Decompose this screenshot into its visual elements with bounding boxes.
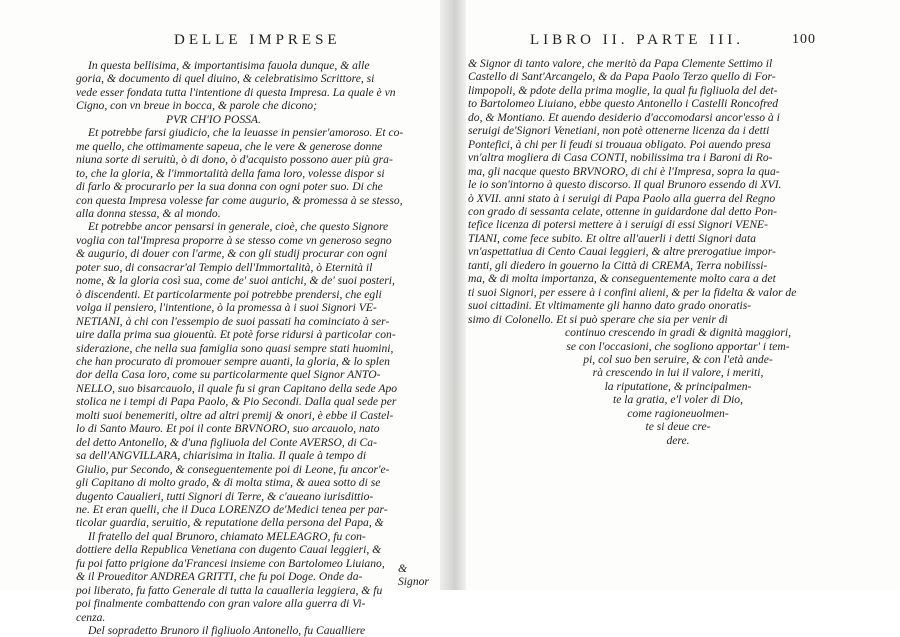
text-line: dere.	[666, 433, 690, 447]
text-line: cenza.	[76, 610, 106, 624]
text-line: lo di Santo Mauro. Et poi il conte BRVNORO, suo arcauolo, nato	[76, 422, 380, 436]
text-line: se con l'occasioni, che sogliono apportar' i tem-	[566, 339, 790, 353]
text-line: dugento Caualieri, tutti Signori di Terre, & c'aueano iurisdittio-	[76, 489, 374, 503]
text-line: suoi cittadini. Et vltimamente gli hanno dato grado onoratis-	[468, 299, 752, 313]
text-line: alla donna stessa, & al mondo.	[76, 206, 221, 220]
text-line: Giulio, pur Secondo, & conseguentemente poi di Leone, fu ancor'e-	[76, 462, 390, 476]
text-line: ma, & di molta importanza, & conseguentemente molto cara a det	[468, 272, 776, 286]
text-line: con grado di sessanta celate, ottenne in guidardone dal detto Pon-	[468, 204, 778, 218]
text-line: dor della Casa loro, come su particolarmente quel Signor ANTO-	[76, 368, 381, 382]
text-line: continuo crescendo in gradi & dignità maggiori,	[565, 326, 791, 340]
text-line: to Bartolomeo Liuiano, ebbe questo Antonello i Castelli Roncofred	[468, 97, 779, 111]
text-line: niuna sorte di seruitù, ò di dono, ò d'acquisto possono auer più gra-	[76, 153, 393, 167]
text-line: ma, gli nacque questo BRVNORO, di chi è l'Impresa, sopra la qua-	[468, 164, 780, 178]
text-line: fu poi fatto prigione da'Francesi insieme con Bartolomeo Liuiano,	[76, 556, 385, 570]
text-line: ò discendenti. Et particolarmente poi potrebbe prendersi, che egli	[76, 287, 382, 301]
text-line: la riputatione, & principalmen-	[604, 379, 752, 393]
left-catchword: & Signor	[398, 562, 429, 588]
text-line: con questa Impresa volesse far come augurio, & promessa à se stesso,	[76, 193, 403, 207]
text-line: to, che la gloria, & l'immortalità della fama loro, volesse dispor si	[76, 166, 385, 180]
text-line: te si deue cre-	[645, 420, 711, 434]
text-line: dottiere della Republica Venetiana con dugento Cauai leggieri, &	[76, 543, 382, 557]
text-line: vn'altra mogliera di Casa CONTI, nobilissima tra i Baroni di Ro-	[468, 151, 773, 165]
tapered-conclusion	[468, 326, 888, 447]
text-line: tefice licenza di potersi mettere à i seruigi di essi Signori VENE-	[468, 218, 768, 232]
text-line: di farlo & procurarlo per la sua donna con ogni poter suo. Di che	[76, 180, 383, 194]
text-line: pi, col suo ben seruire, & con l'età ande-	[583, 352, 773, 366]
text-line: le io son'intorno à questo discorso. Il qual Brunoro essendo di XVI.	[468, 178, 782, 192]
text-line: ti suoi Signori, per essere à i confini alieni, & per la fidelta & valor de	[468, 285, 797, 299]
text-line: & Signor di tanto valore, che meritò da Papa Clemente Settimo il	[468, 57, 773, 70]
text-line: do, & Montiano. Et auendo desiderio d'accomodarsi ancor'esso à i	[468, 110, 780, 124]
text-line: sa dell'ANGVILLARA, chiarisima in Italia. Il quale à tempo di	[76, 449, 367, 463]
text-line: NELLO, suo bisarcauolo, il quale fu si gran Capitano della sede Apo	[76, 381, 398, 395]
text-line: ne. Et eran quelli, che il Duca LORENZO de'Medici tenea per par-	[76, 502, 388, 516]
text-line: Il fratello del qual Brunoro, chiamato MELEAGRO, fu con-	[88, 529, 366, 543]
book-gutter	[440, 0, 466, 590]
text-line: me quello, che ottimamente sapeua, che le vere & generose donne	[76, 139, 383, 153]
text-line: voglia con tal'Impresa proporre à se stesso come vn generoso segno	[76, 233, 392, 247]
text-line: del detto Antonello, & d'una figliuola del Conte AVERSO, di Ca-	[76, 435, 377, 449]
text-line: ò XVII. anni stato à i seruigi di Papa Paolo alla guerra del Regno	[468, 191, 776, 205]
left-running-head-title: DELLE IMPRESE	[174, 32, 341, 48]
text-line: come ragioneuolmen-	[627, 406, 729, 420]
text-line: tanti, gli diedero in gouerno la Città di CREMA, Terra nobilissi-	[468, 258, 768, 272]
text-line: Et potrebbe farsi giudicio, che la leuasse in pensier'amoroso. Et co-	[88, 126, 404, 140]
text-line: stolica ne i tempi di Papa Paolo, & Pio Secondi. Dalla qual sede per	[76, 395, 397, 409]
text-line: ticolar guardia, seruitio, & reputatione della persona del Papa, &	[76, 516, 384, 530]
text-line: Et potrebbe ancor pensarsi in generale, cioè, che questo Signore	[88, 220, 389, 234]
text-line: Pontefici, à chi per li feudi si trouaua obligato. Poi auendo presa	[468, 137, 771, 151]
text-line: rà crescendo in lui il valore, i meriti,	[592, 366, 764, 380]
text-line: Cigno, con vn breue in bocca, & parole che dicono;	[76, 99, 317, 113]
text-line: te la gratia, e'l voler di Dio,	[613, 393, 743, 407]
right-running-head-title: LIBRO II. PARTE III.	[530, 32, 744, 48]
text-line: Castello di Sant'Arcangelo, & da Papa Paolo Terzo quello di For-	[468, 70, 776, 84]
text-line: limpopoli, & pdote della prima moglie, la qual fu figliuola del det-	[468, 83, 778, 97]
text-line: seruigi de'Signori Venetiani, non potè ottenerne licenza da i detti	[468, 124, 770, 138]
text-line: poi finalmente combattendo con gran valore alla guerra di Vi-	[76, 597, 366, 611]
text-line: Del sopradetto Brunoro il figliuolo Antonello, fu Caualliere	[88, 624, 366, 637]
page-number: 100	[792, 32, 816, 47]
left-page-text	[76, 59, 432, 637]
text-line: vn'aspettatiua di Cento Cauai leggieri, & altre prerogatiue impor-	[468, 245, 776, 259]
text-line: molti suoi benemeriti, oltre ad altri premij & onori, è ebbe il Castel-	[76, 408, 394, 422]
right-page	[468, 10, 894, 580]
text-line: simo di Colonello. Et si può sperare che sia per venir di	[468, 312, 728, 326]
text-line: goria, & documento di quel diuino, & celebratisimo Scrittore, si	[76, 72, 375, 86]
left-page	[6, 10, 438, 637]
right-running-head	[468, 32, 894, 54]
text-line: che han procurato di promouer sempre auanti, la gloria, & lo splen	[76, 354, 390, 368]
text-line: poi liberato, fu fatto Generale di tutta la caualleria leggiera, & fu	[76, 583, 383, 597]
text-line: vede esser fondata tutta l'intentione di questa Impresa. La quale è vn	[76, 85, 396, 99]
text-line: gli Capitano di molto grado, & di molta stima, & auea sotto di se	[76, 476, 381, 490]
text-line: uire dalla prima sua giouentù. Et potè forse ridursi à particolar con-	[76, 328, 396, 342]
left-running-head	[6, 32, 438, 54]
text-line: PVR CH'IO POSSA.	[166, 112, 261, 126]
text-line: NETIANI, à chi con l'essempio de suoi passati ha cominciato à ser-	[76, 314, 390, 328]
text-line: nome, & la gloria così sua, come de' suoi antichi, & de' suoi posteri,	[76, 274, 395, 288]
right-page-text	[468, 57, 888, 447]
text-line: siderazione, che nella sua famiglia sono quasi sempre stati huomini,	[76, 341, 394, 355]
text-line: volga il pensiero, l'intentione, ò la promessa à i suoi Signori VE-	[76, 301, 377, 315]
text-line: & augurio, di douer con l'arme, & con gli studij procurar con ogni	[76, 247, 388, 261]
text-line: poter suo, di consacrar'al Tempio dell'Immortalità, ò Eternità il	[76, 260, 373, 274]
text-line: TIANI, come fece subito. Et oltre all'auerli i detti Signori data	[468, 231, 756, 245]
text-line: In questa bellisima, & importantisima fauola dunque, & alle	[88, 59, 370, 72]
text-line: & il Proueditor ANDREA GRITTI, che fu poi Doge. Onde da-	[76, 570, 363, 584]
